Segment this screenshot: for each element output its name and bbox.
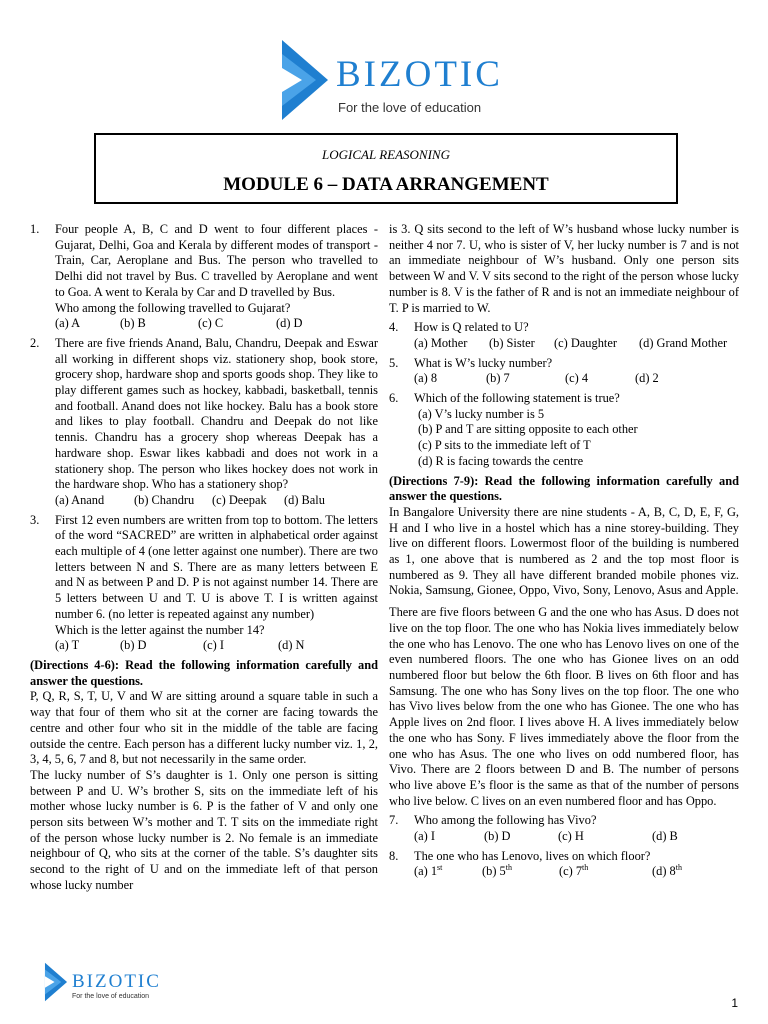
option-b[interactable]: (b) 5th [482,863,512,879]
directions-4-6: (Directions 4-6): Read the following information carefully and answer the questions. [30,657,378,688]
option-b[interactable]: (b) Chandru [134,492,195,507]
options-row [55,493,378,509]
right-column [389,222,739,884]
page-subtitle: LOGICAL REASONING [322,147,450,162]
option-c[interactable]: (c) Daughter [554,335,617,350]
brand-tagline: For the love of education [72,993,150,1000]
option-b[interactable]: (b) D [484,829,511,844]
options-row [414,829,739,845]
question-prompt: Who among the following travelled to Gujarat? [55,300,291,315]
option-a[interactable]: (a) I [414,829,435,844]
question-8 [389,849,739,880]
options-row [55,638,378,654]
question-4 [389,320,739,351]
bizotic-triangle-icon [44,962,68,1002]
question-number: 1. [30,222,40,236]
bizotic-logo [280,38,503,120]
question-1 [30,222,378,332]
left-column [30,222,378,894]
option-b[interactable]: (b) 7 [486,371,510,386]
question-prompt: Which is the letter against the number 14? [55,622,265,637]
question-text: First 12 even numbers are written from top to bottom. The letters of the word “SACRED” are written in alphabetical order against each multiple of 4 (one letter against one number). There are two letters between N and S. There are as many letters between E and N as between P and D. P is not against number 14. There are 5 letters between U and T. U is above T. I is written against number 6. (no letter is repeated against any number) [55,512,378,621]
option-d[interactable]: (d) Grand Mother [639,335,728,350]
option-a[interactable]: (a) 1st [414,863,443,879]
option-c[interactable]: (c) H [558,829,584,844]
option-d[interactable]: (d) Balu [284,492,325,507]
option-b[interactable]: (b) D [120,638,147,653]
option-a[interactable]: (a) A [55,316,81,331]
question-text: There are five friends Anand, Balu, Chandru, Deepak and Eswar all working in different shops viz. stationery shop, book store, grocery shop, hardware shop and sports goods shop. They like to play different games such as hockey, kabbadi, basketball, tennis and football. Anand does not like hockey. Balu has a book store and likes to play football. Chandru and Deepak do not like tennis. Chandru has a grocery shop whereas Deepak has a hardware shop. Eswar likes kabbadi and does not work in a stationery shop. The person who likes hockey does not work in the hardware shop. Who has a stationery shop? [55,335,378,492]
option-c[interactable]: (c) 7th [559,863,589,879]
question-number: 6. [389,391,399,406]
options-row [414,336,739,352]
question-3 [30,513,378,654]
options-row [414,864,739,880]
question-6 [389,391,739,470]
question-number: 2. [30,335,40,350]
footer-logo [44,960,164,1004]
option-b[interactable]: (b) Sister [489,335,535,350]
brand-name: BIZOTIC [336,54,503,95]
question-text: The one who has Lenovo, lives on which floor? [414,848,651,863]
bizotic-triangle-icon [280,40,330,120]
option-d[interactable]: (d) 2 [635,371,659,386]
options-row [55,316,378,332]
question-text: How is Q related to U? [414,320,529,335]
option-c[interactable]: (c) I [203,638,224,653]
directions-7-9: (Directions 7-9): Read the following information carefully and answer the questions. [389,473,739,504]
option-d[interactable]: (d) D [276,316,303,331]
question-number: 5. [389,355,399,370]
question-5 [389,356,739,387]
question-number: 7. [389,813,399,828]
question-7 [389,813,739,844]
brand-name: BIZOTIC [72,971,161,992]
brand-tagline: For the love of education [338,100,482,115]
option-a[interactable]: (a) V’s lucky number is 5 [418,406,545,421]
question-text: Which of the following statement is true? [414,391,620,406]
option-a[interactable]: (a) T [55,638,80,653]
question-text: What is W’s lucky number? [414,355,553,370]
passage-paragraph: The lucky number of S’s daughter is 1. Only one person is sitting between P and U. W’s brother S, sits on the immediate left of his mother whose lucky number is 6. P is the father of V and only one person sits between W’s mother and T. T sits on the immediate right of the person whose lucky number is 2. No female is an immediate neighbour of Q, who sits at the corner of the table. S’s daughter sits second to the right of U and on the immediate left of that person whose lucky number [30,767,378,892]
option-b[interactable]: (b) P and T are sitting opposite to each other [418,422,638,437]
option-a[interactable]: (a) 8 [414,371,438,386]
question-text: Who among the following has Vivo? [414,813,597,828]
passage-paragraph: In Bangalore University there are nine students - A, B, C, D, E, F, G, H and I who live in a hostel which has a nine storey-building. They live on different floors. Lowermost floor of the building is numbered as 1, one above that is numbered as 2 and the top most floor is numbered as 9. They all have different branded mobile phones viz. Nokia, Samsung, Gionee, Oppo, Vivo, Sony, Lenovo, Asus and Apple. [389,504,739,598]
option-d[interactable]: (d) 8th [652,863,682,879]
question-number: 4. [389,320,399,335]
option-d[interactable]: (d) B [652,829,678,844]
question-text: Four people A, B, C and D went to four different places - Gujarat, Delhi, Goa and Kerala by different modes of transport - Train, Car, Aeroplane and Bus. The person who travelled to Delhi did not travel by Bus. C travelled by Aeroplane and went to Goa. A went to Kerala by Car and D travelled by Bus. [55,222,378,299]
title-box [94,133,678,204]
question-2 [30,336,378,509]
option-d[interactable]: (d) N [278,638,305,653]
page-title: MODULE 6 – DATA ARRANGEMENT [223,174,549,195]
question-number: 3. [30,512,40,527]
option-c[interactable]: (c) C [198,316,224,331]
option-b[interactable]: (b) B [120,316,146,331]
passage-continued: is 3. Q sits second to the left of W’s husband whose lucky number is neither 4 nor 7. U, who is sister of V, her lucky number is 7 and is not an immediate neighbour of W’s husband. Only one person sits between W and V. V sits second to the right of the person whose lucky number is 8. V is the father of R and is not an immediate neighbour of T. P is married to W. [389,222,739,315]
passage-paragraph: There are five floors between G and the one who has Asus. D does not live on the top floor. The one who has Nokia lives immediately below the one who has Lenovo. The one who has Lenovo lives on one of the even numbered floors. The one who has Gionee lives on an odd numbered floor but below the 6th floor. B lives on 6th floor and has Samsung. The one who has Sony lives on the top floor. The one who has Vivo lives below from the one who has Gionee. The one who has Apple lives on 2nd floor. I lives above H. A lives immediately below the one who has Sony. F lives immediately above the floor from the one who has Asus. The one who lives on odd numbered floor, has Vivo. There are 2 floors between D and B. The number of persons who live above E’s floor is the same as that of the number of persons who live below. C lives on an even numbered floor and has Oppo. [389,605,739,808]
question-number: 8. [389,848,399,863]
page-number: 1 [731,996,738,1010]
option-a[interactable]: (a) Mother [414,335,468,350]
option-c[interactable]: (c) 4 [565,371,589,386]
option-a[interactable]: (a) Anand [55,492,105,507]
passage-paragraph: P, Q, R, S, T, U, V and W are sitting around a square table in such a way that four of them who sit at the corner are facing towards the centre and other four who sit in the middle of the table are facing outside the centre. Each person has a different lucky number viz. 1, 2, 3, 4, 5, 6, 7 and 8, but not necessarily in the same order. [30,689,378,767]
option-d[interactable]: (d) R is facing towards the centre [418,453,584,468]
option-c[interactable]: (c) Deepak [212,492,267,507]
option-c[interactable]: (c) P sits to the immediate left of T [418,438,591,453]
options-row [414,371,739,387]
